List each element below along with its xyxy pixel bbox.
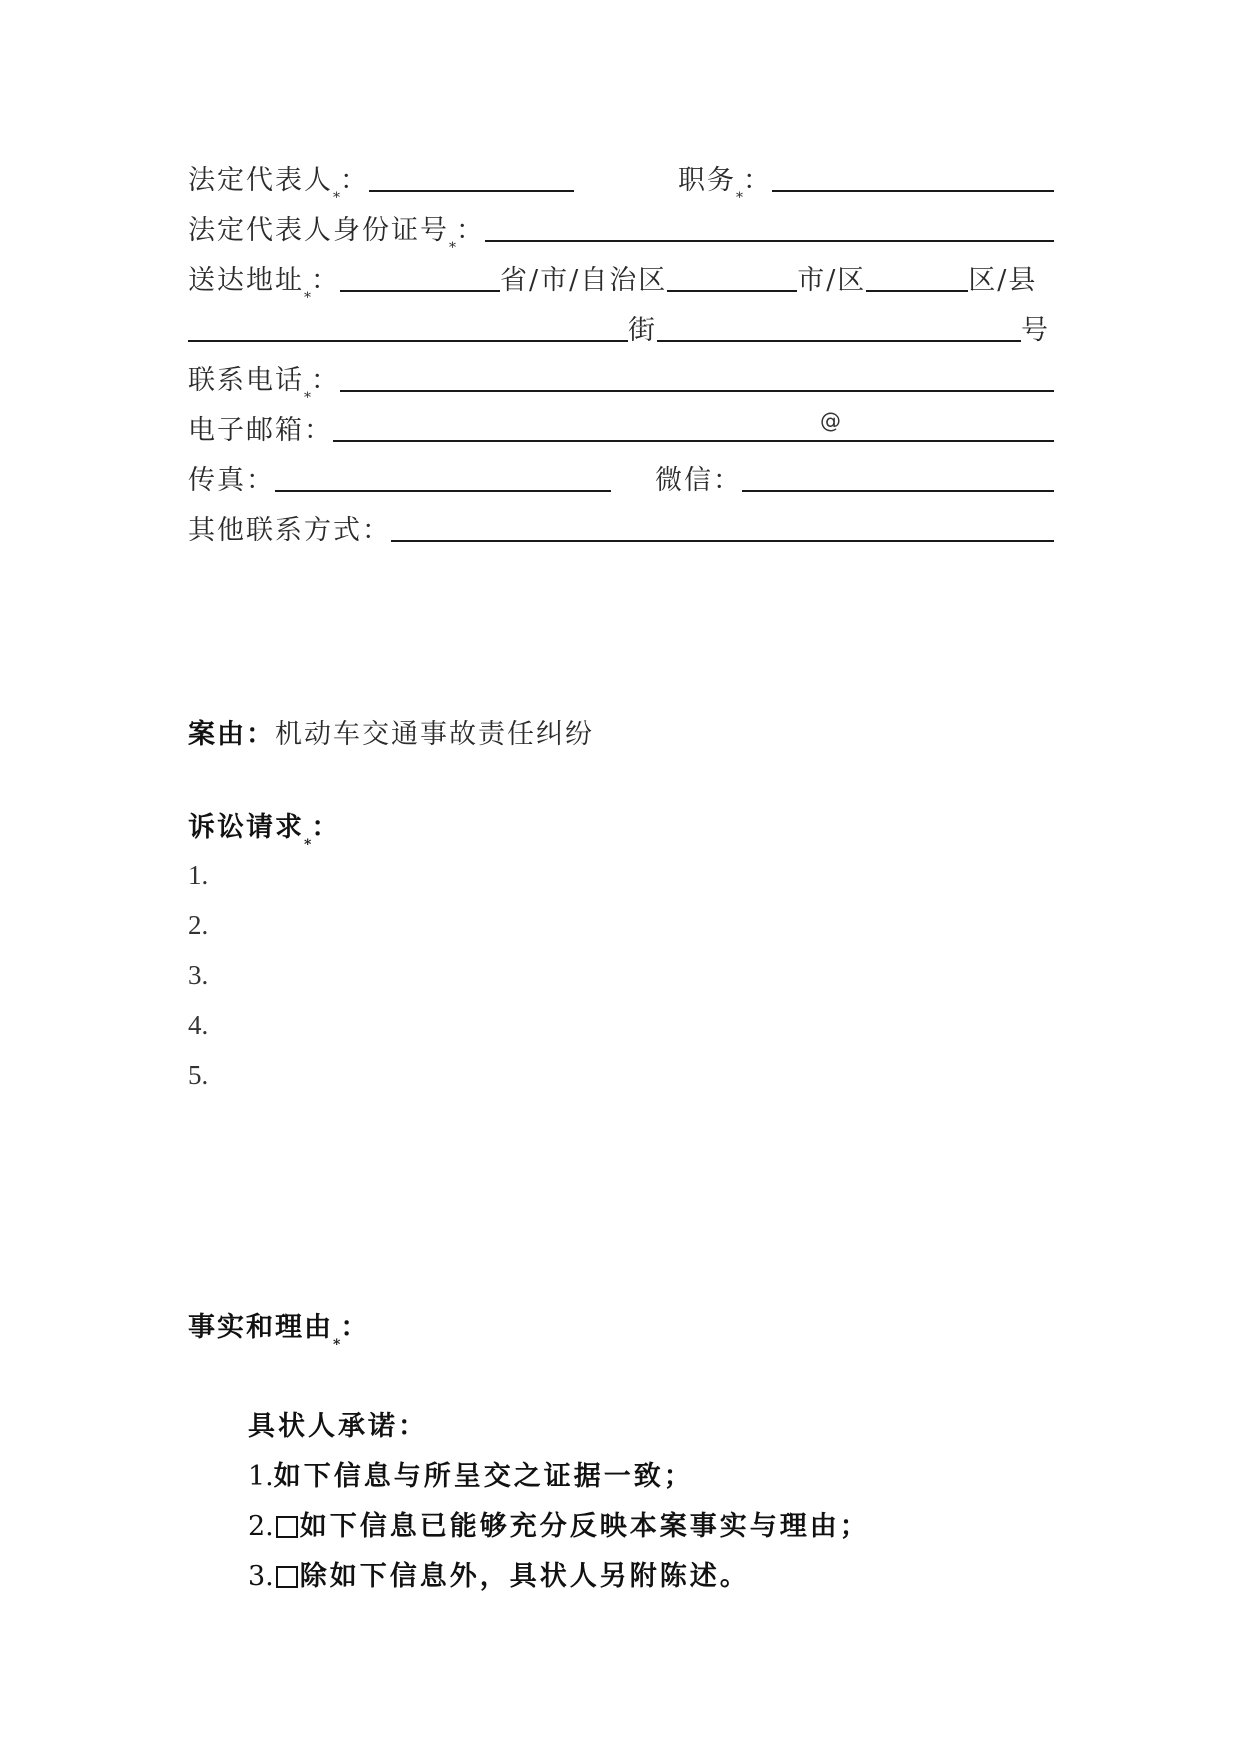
- province-field[interactable]: [340, 290, 500, 292]
- colon: ：: [340, 1312, 370, 1343]
- id-field[interactable]: [485, 240, 1054, 242]
- legal-rep-row: 法定代表人 * ： 职务 * ：: [188, 158, 1054, 198]
- claim-item-5[interactable]: 5.: [188, 1060, 209, 1090]
- cause-row: [188, 712, 1054, 752]
- pledge-item-number: 3.: [248, 1561, 274, 1592]
- claim-item-2[interactable]: 2.: [188, 910, 209, 940]
- other-contact-field[interactable]: [391, 540, 1054, 542]
- address-row-2: [188, 308, 1054, 348]
- phone-label: 联系电话: [188, 365, 304, 396]
- other-contact-label: 其他联系方式：: [188, 515, 391, 546]
- phone-row: 联系电话 * ：: [188, 358, 1054, 398]
- pledge-item-number: 1.: [248, 1461, 274, 1492]
- colon: ：: [311, 265, 340, 296]
- position-field[interactable]: [772, 190, 1054, 192]
- claim-item-4[interactable]: 4.: [188, 1010, 209, 1040]
- colon: ：: [311, 365, 340, 396]
- county-label: 区/县: [968, 265, 1038, 296]
- colon: ：: [340, 165, 369, 196]
- checkbox[interactable]: [276, 1566, 298, 1588]
- fax-field[interactable]: [275, 490, 611, 492]
- pledge-heading: 具状人承诺：: [248, 1411, 428, 1442]
- claims-heading: 诉讼请求: [188, 812, 304, 843]
- facts-heading: 事实和理由: [188, 1312, 333, 1343]
- city-label: 市/区: [797, 265, 867, 296]
- legal-rep-field[interactable]: [369, 190, 574, 192]
- other-contact-row: [188, 508, 1054, 548]
- email-at-sign: @: [820, 409, 841, 433]
- pledge-item-text: 如下信息已能够充分反映本案事实与理由；: [299, 1511, 870, 1542]
- cause-value: 机动车交通事故责任纠纷: [275, 719, 594, 750]
- claim-item-1[interactable]: 1.: [188, 860, 209, 890]
- id-row: 法定代表人身份证号 * ：: [188, 208, 1054, 248]
- number-field[interactable]: [657, 340, 1021, 342]
- pledge-item-text: 如下信息与所呈交之证据一致；: [273, 1461, 694, 1492]
- province-label: 省/市/自治区: [500, 265, 668, 296]
- pledge-item-3: [248, 1560, 750, 1594]
- email-row: [188, 408, 1054, 448]
- facts-heading-row: 事实和理由 * ：: [188, 1312, 370, 1353]
- cause-label: 案由：: [188, 719, 275, 750]
- pledge-item-number: 2.: [248, 1511, 274, 1542]
- email-label: 电子邮箱：: [188, 415, 333, 446]
- colon: ：: [456, 215, 485, 246]
- pledge-item-text: 除如下信息外，具状人另附陈述。: [299, 1561, 750, 1592]
- colon: ：: [743, 165, 772, 196]
- position-label: 职务: [678, 165, 736, 196]
- fax-label: 传真：: [188, 465, 275, 496]
- address-row-1: 送达地址 * ： 省/市/自治区 市/区 区/县: [188, 265, 1038, 306]
- pledge-item-2: [248, 1510, 870, 1544]
- colon: ：: [311, 812, 341, 843]
- phone-field[interactable]: [340, 390, 1054, 392]
- fax-wechat-row: [188, 458, 1054, 498]
- street-field[interactable]: [188, 340, 628, 342]
- pledge-item-1: [248, 1460, 694, 1494]
- county-field[interactable]: [866, 290, 968, 292]
- number-label: 号: [1021, 315, 1050, 346]
- street-label: 街: [628, 315, 657, 346]
- city-field[interactable]: [667, 290, 797, 292]
- claims-heading-row: 诉讼请求 * ：: [188, 812, 341, 853]
- claim-item-3[interactable]: 3.: [188, 960, 209, 990]
- legal-rep-label: 法定代表人: [188, 165, 333, 196]
- id-label: 法定代表人身份证号: [188, 215, 449, 246]
- email-field[interactable]: [333, 409, 1054, 442]
- checkbox[interactable]: [276, 1516, 298, 1538]
- wechat-label: 微信：: [655, 465, 742, 496]
- address-label: 送达地址: [188, 265, 304, 296]
- wechat-field[interactable]: [742, 490, 1054, 492]
